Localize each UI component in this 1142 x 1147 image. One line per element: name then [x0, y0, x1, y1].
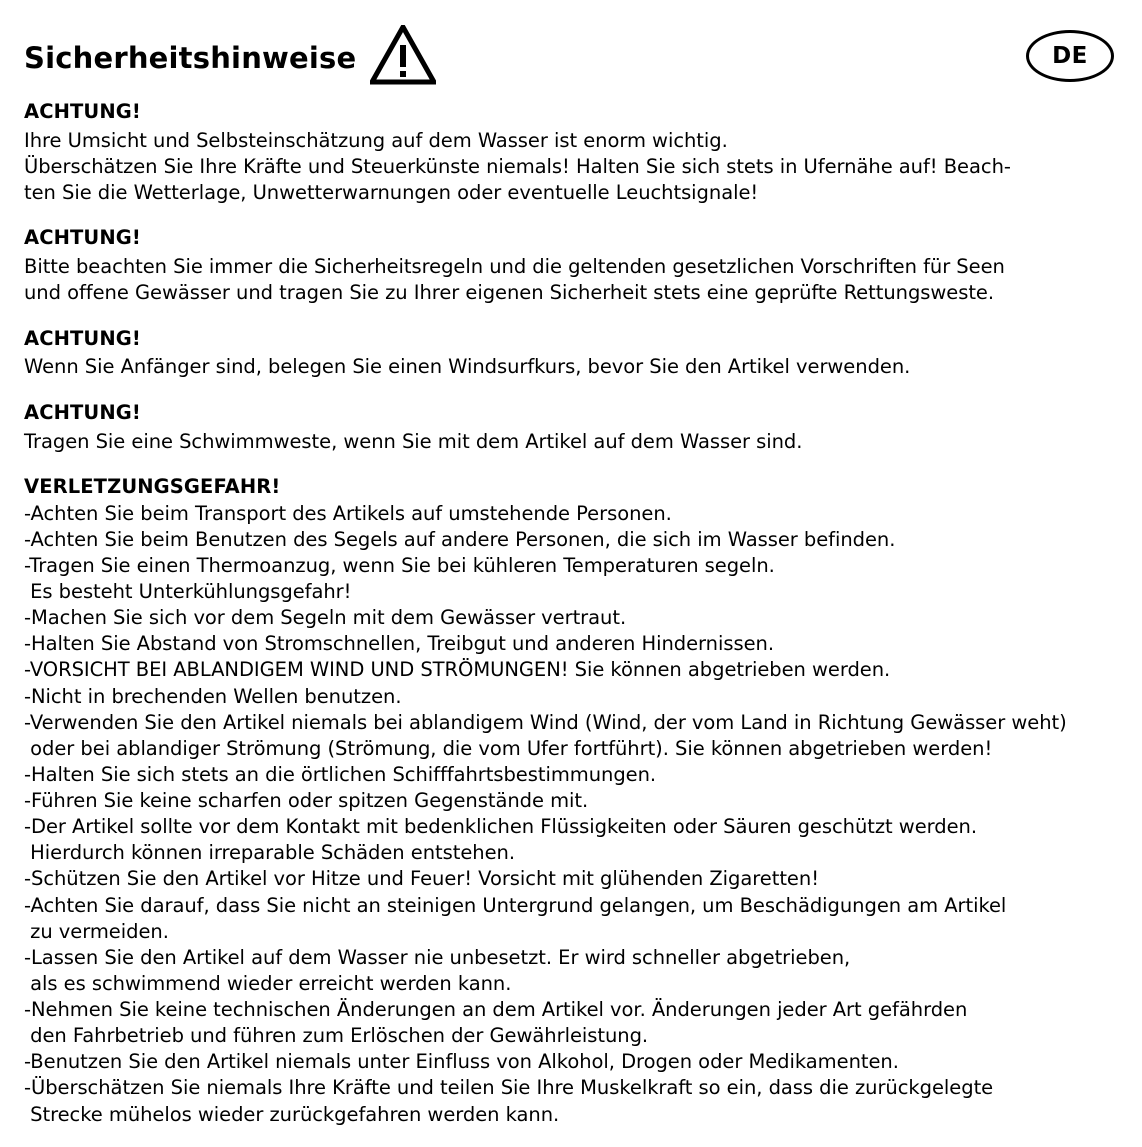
list-item: Hierdurch können irreparable Schäden entstehen. [24, 841, 515, 865]
list-item: -Nicht in brechenden Wellen benutzen. [24, 684, 402, 708]
list-item: -Tragen Sie einen Thermoanzug, wenn Sie bei kühleren Temperaturen segeln. [24, 553, 775, 577]
list-item: den Fahrbetrieb und führen zum Erlöschen der Gewährleistung. [24, 1024, 649, 1048]
list-item: -Achten Sie beim Transport des Artikels auf umstehende Personen. [24, 501, 672, 525]
text-line: Bitte beachten Sie immer die Sicherheitsregeln und die geltenden gesetzlichen Vorschriften für Seen [24, 255, 1005, 279]
list-item: -Verwenden Sie den Artikel niemals bei ablandigem Wind (Wind, der vom Land in Richtung Gewässer weht) [24, 710, 1067, 734]
hazard-list [24, 501, 1118, 1128]
list-item: -Schützen Sie den Artikel vor Hitze und Feuer! Vorsicht mit glühenden Zigaretten! [24, 867, 819, 891]
list-item: -Überschätzen Sie niemals Ihre Kräfte und teilen Sie Ihre Muskelkraft so ein, dass die zurückgelegte [24, 1076, 994, 1100]
section-attention-4 [24, 401, 1118, 455]
text-line: und offene Gewässer und tragen Sie zu Ihrer eigenen Sicherheit stets eine geprüfte Rettungsweste. [24, 281, 995, 305]
list-item: -Achten Sie darauf, dass Sie nicht an steinigen Untergrund gelangen, um Beschädigungen am Artikel [24, 893, 1007, 917]
list-item: Es besteht Unterkühlungsgefahr! [24, 580, 352, 604]
list-item: -Nehmen Sie keine technischen Änderungen an dem Artikel vor. Änderungen jeder Art gefährden [24, 998, 968, 1022]
text-line: ten Sie die Wetterlage, Unwetterwarnungen oder eventuelle Leuchtsignale! [24, 181, 759, 205]
text-line: Überschätzen Sie Ihre Kräfte und Steuerkünste niemals! Halten Sie sich stets in Ufernähe auf! Beach- [24, 155, 1011, 179]
page-title: Sicherheitshinweise [24, 41, 357, 75]
page-header [24, 22, 1118, 94]
list-item: -Achten Sie beim Benutzen des Segels auf andere Personen, die sich im Wasser befinden. [24, 527, 896, 551]
section-attention-3 [24, 327, 1118, 381]
list-item: -Lassen Sie den Artikel auf dem Wasser nie unbesetzt. Er wird schneller abgetrieben, [24, 945, 851, 969]
section-heading: ACHTUNG! [24, 100, 141, 123]
section-body [24, 128, 1118, 206]
text-line: Tragen Sie eine Schwimmweste, wenn Sie mit dem Artikel auf dem Wasser sind. [24, 429, 803, 453]
list-item: -Halten Sie sich stets an die örtlichen Schifffahrtsbestimmungen. [24, 762, 657, 786]
list-item: -Benutzen Sie den Artikel niemals unter Einfluss von Alkohol, Drogen oder Medikamenten. [24, 1050, 899, 1074]
text-line: Wenn Sie Anfänger sind, belegen Sie einen Windsurfkurs, bevor Sie den Artikel verwenden. [24, 355, 911, 379]
list-item: oder bei ablandiger Strömung (Strömung, die vom Ufer fortführt). Sie können abgetrieben werden! [24, 736, 993, 760]
section-heading: ACHTUNG! [24, 400, 141, 424]
list-item: als es schwimmend wieder erreicht werden kann. [24, 971, 512, 995]
list-item: -Halten Sie Abstand von Stromschnellen, Treibgut und anderen Hindernissen. [24, 632, 774, 656]
list-item: -Der Artikel sollte vor dem Kontakt mit bedenklichen Flüssigkeiten oder Säuren geschützt werden. [24, 815, 978, 839]
section-body [24, 354, 1118, 380]
list-item: -VORSICHT BEI ABLANDIGEM WIND UND STRÖMUNGEN! Sie können abgetrieben werden. [24, 658, 891, 682]
section-body [24, 429, 1118, 455]
list-item: zu vermeiden. [24, 919, 169, 943]
section-injury-hazard [24, 475, 1118, 1128]
section-body [24, 254, 1118, 306]
warning-triangle-icon [370, 25, 436, 89]
list-item: -Führen Sie keine scharfen oder spitzen Gegenstände mit. [24, 789, 589, 813]
section-heading: ACHTUNG! [24, 326, 141, 350]
language-badge: DE [1026, 30, 1114, 82]
list-item: Strecke mühelos wieder zurückgefahren werden kann. [24, 1102, 560, 1126]
section-attention-1 [24, 100, 1118, 206]
section-heading: VERLETZUNGSGEFAHR! [24, 474, 281, 498]
section-heading: ACHTUNG! [24, 226, 141, 250]
text-line: Ihre Umsicht und Selbsteinschätzung auf dem Wasser ist enorm wichtig. [24, 128, 728, 152]
section-attention-2 [24, 226, 1118, 306]
list-item: -Machen Sie sich vor dem Segeln mit dem Gewässer vertraut. [24, 606, 627, 630]
